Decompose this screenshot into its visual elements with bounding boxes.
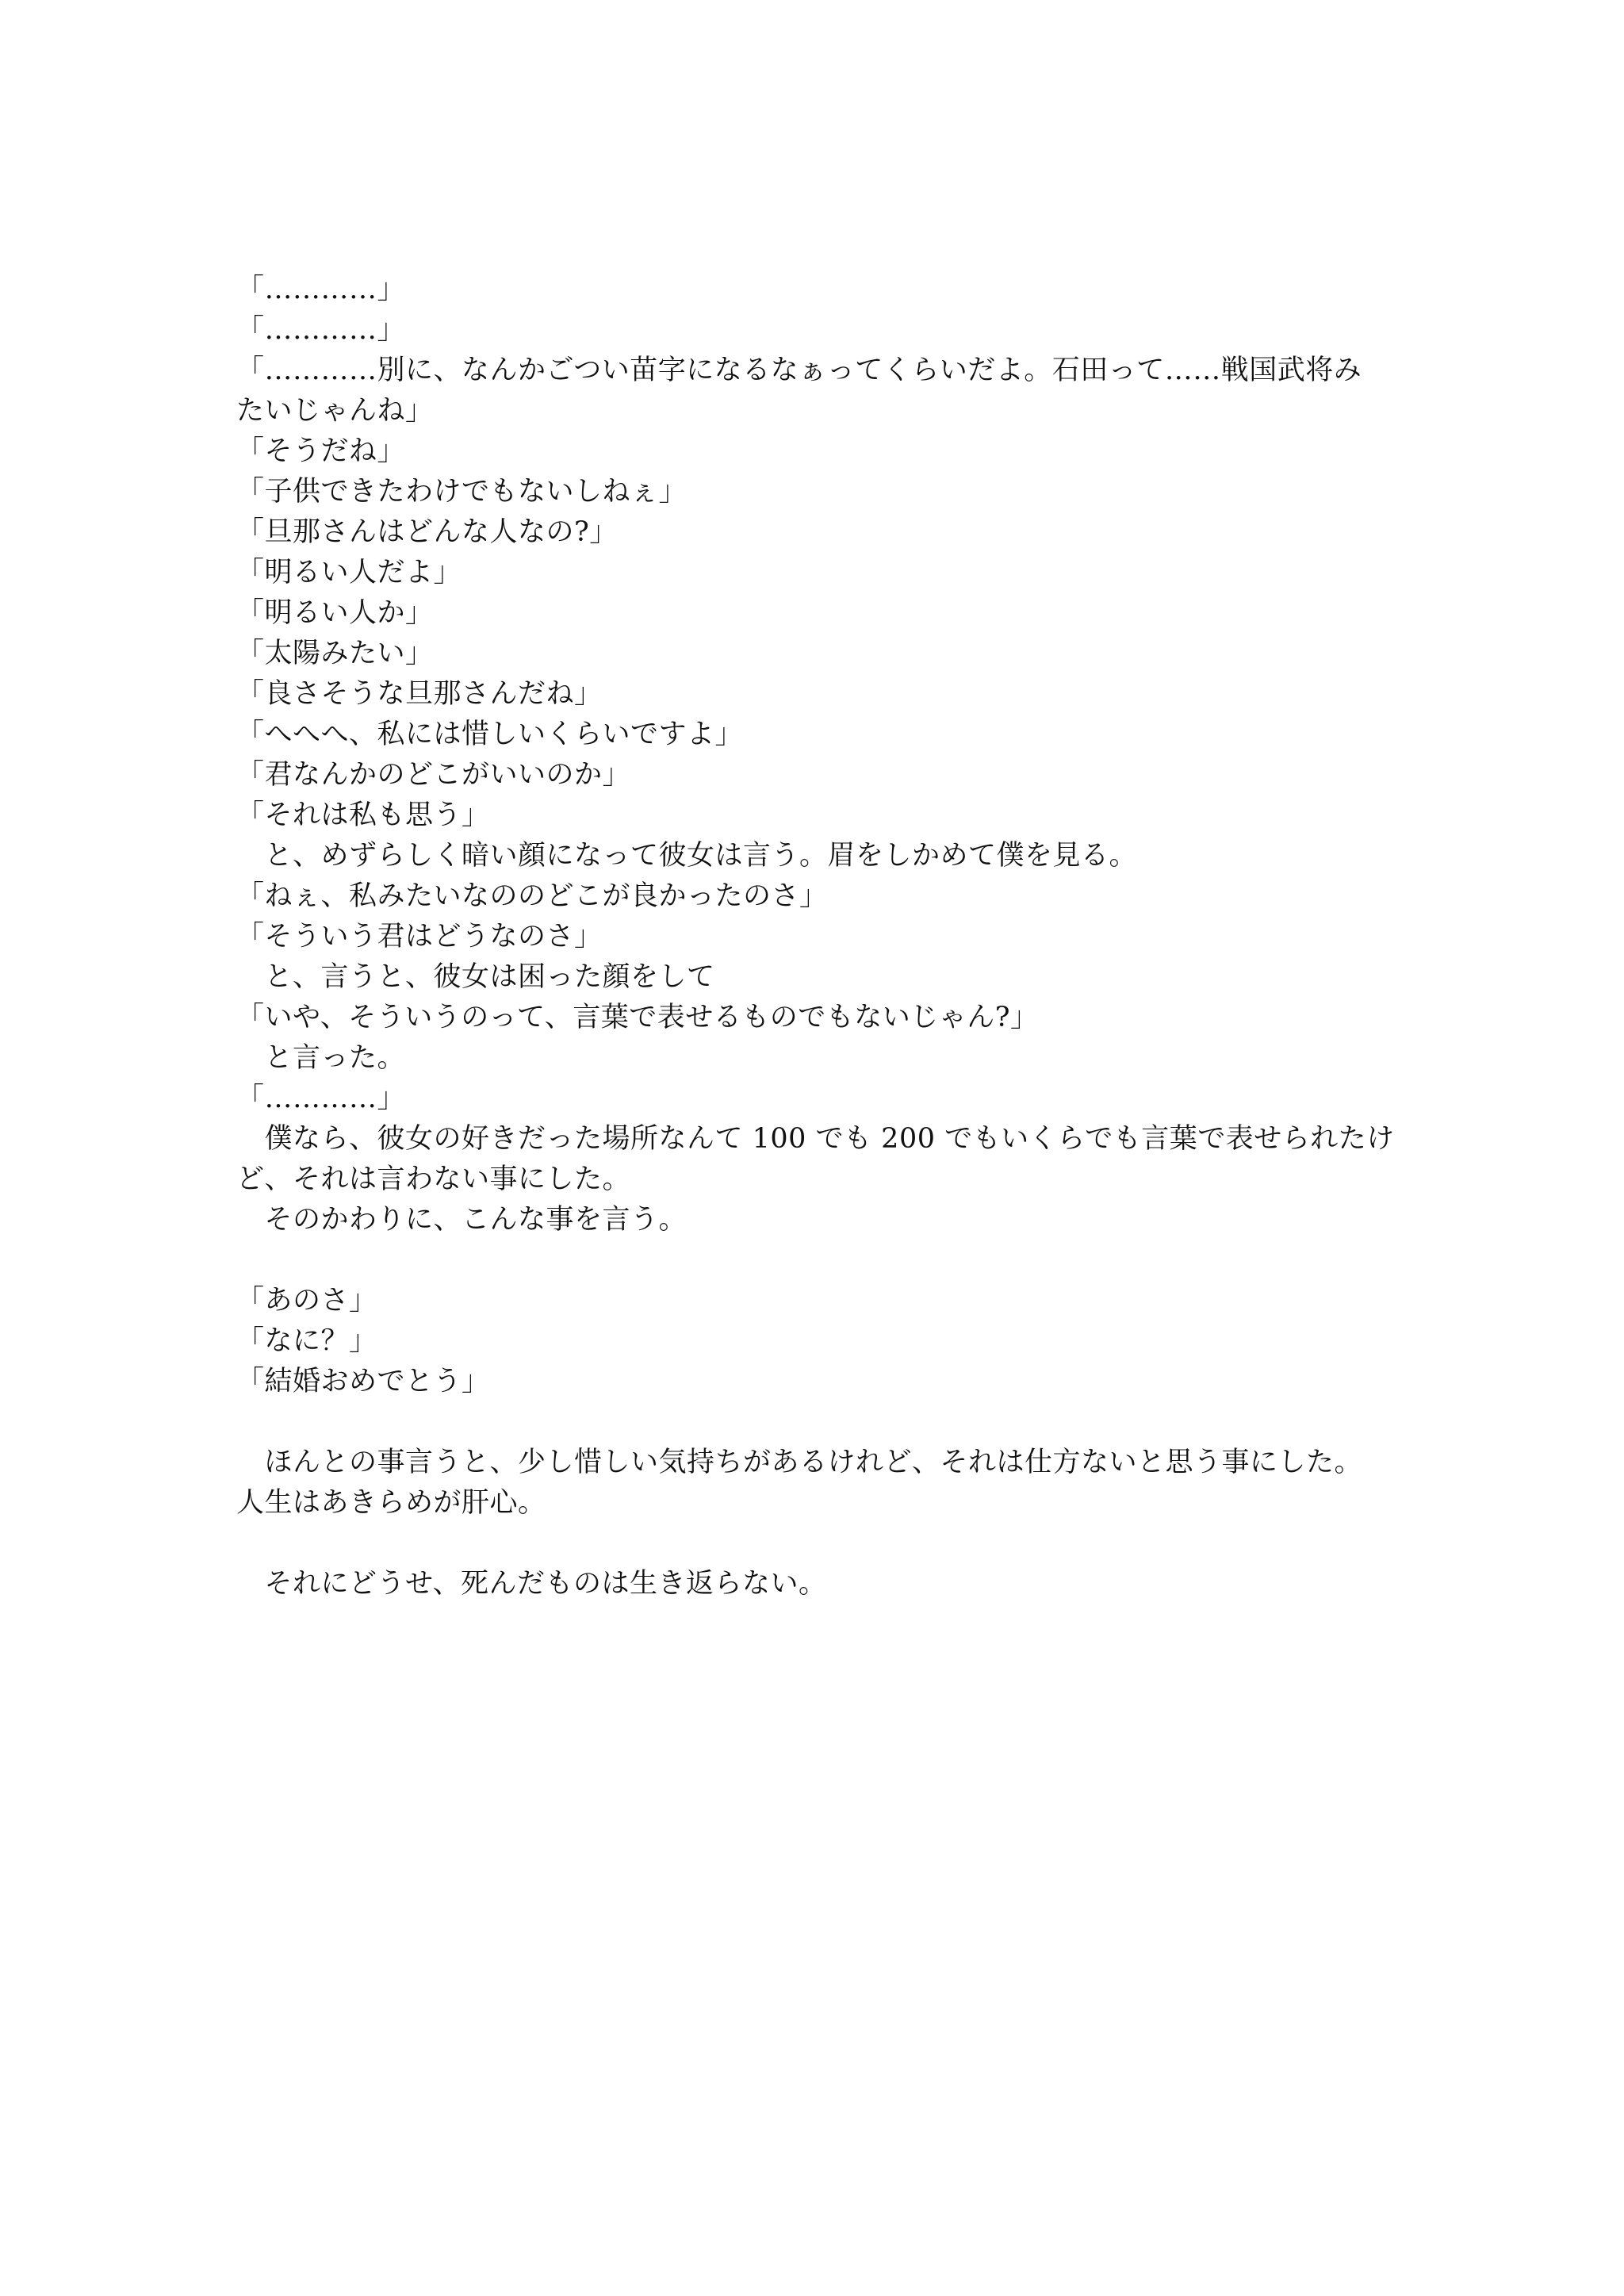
text-line: 「明るい人だよ」 — [236, 557, 462, 588]
blank-line — [236, 1402, 1411, 1443]
text-line: 「子供できたわけでもないしねぇ」 — [236, 476, 688, 508]
text-line: 「それは私も思う」 — [236, 799, 490, 831]
text-line: 「そういう君はどうなのさ」 — [236, 921, 603, 953]
text-line: と言った。 — [236, 1042, 406, 1074]
text-line: それにどうせ、死んだものは生き返らない。 — [236, 1568, 827, 1600]
text-line: 「そうだね」 — [236, 435, 406, 467]
text-line: 「いや、そういうのって、言葉で表せるものでもないじゃん?」 — [236, 1002, 1039, 1033]
text-line: 「…………」 — [236, 274, 406, 305]
text-line: と、言うと、彼女は困った顔をして — [236, 961, 715, 993]
text-line: 「あのさ」 — [236, 1285, 377, 1317]
blank-line — [236, 1524, 1411, 1564]
text-line: 「…………」 — [236, 314, 406, 346]
text-line: 「ねぇ、私みたいなののどこが良かったのさ」 — [236, 880, 828, 912]
text-line: そのかわりに、こんな事を言う。 — [236, 1204, 688, 1236]
blank-line — [236, 1240, 1411, 1281]
text-line: 「…………」 — [236, 1083, 406, 1114]
text-line: 「良さそうな旦那さんだね」 — [236, 678, 603, 710]
text-line: 「旦那さんはどんな人なの?」 — [236, 516, 618, 548]
text-line: と、めずらしく暗い顔になって彼女は言う。眉をしかめて僕を見る。 — [236, 840, 1138, 872]
document-body — [236, 270, 1411, 1604]
text-line: 「へへへ、私には惜しいくらいですよ」 — [236, 719, 744, 750]
text-line: 「明るい人か」 — [236, 597, 434, 629]
text-line: 「なに？」 — [236, 1325, 377, 1357]
text-line: 「君なんかのどこがいいのか」 — [236, 759, 631, 791]
text-line: ほんとの事言うと、少し惜しい気持ちがあるけれど、それは仕方ないと思う事にした。 — [236, 1447, 1363, 1478]
text-line: たいじゃんね」 — [236, 395, 434, 427]
text-line: 「太陽みたい」 — [236, 638, 434, 669]
text-line: 人生はあきらめが肝心。 — [236, 1487, 546, 1519]
text-line: 「…………別に、なんかごつい苗字になるなぁってくらいだよ。石田って……戦国武将み — [236, 355, 1362, 386]
text-line: ど、それは言わない事にした。 — [236, 1163, 631, 1195]
text-line: 僕なら、彼女の好きだった場所なんて 100 でも 200 でもいくらでも言葉で表せられたけ — [236, 1123, 1395, 1155]
text-line: 「結婚おめでとう」 — [236, 1366, 490, 1397]
